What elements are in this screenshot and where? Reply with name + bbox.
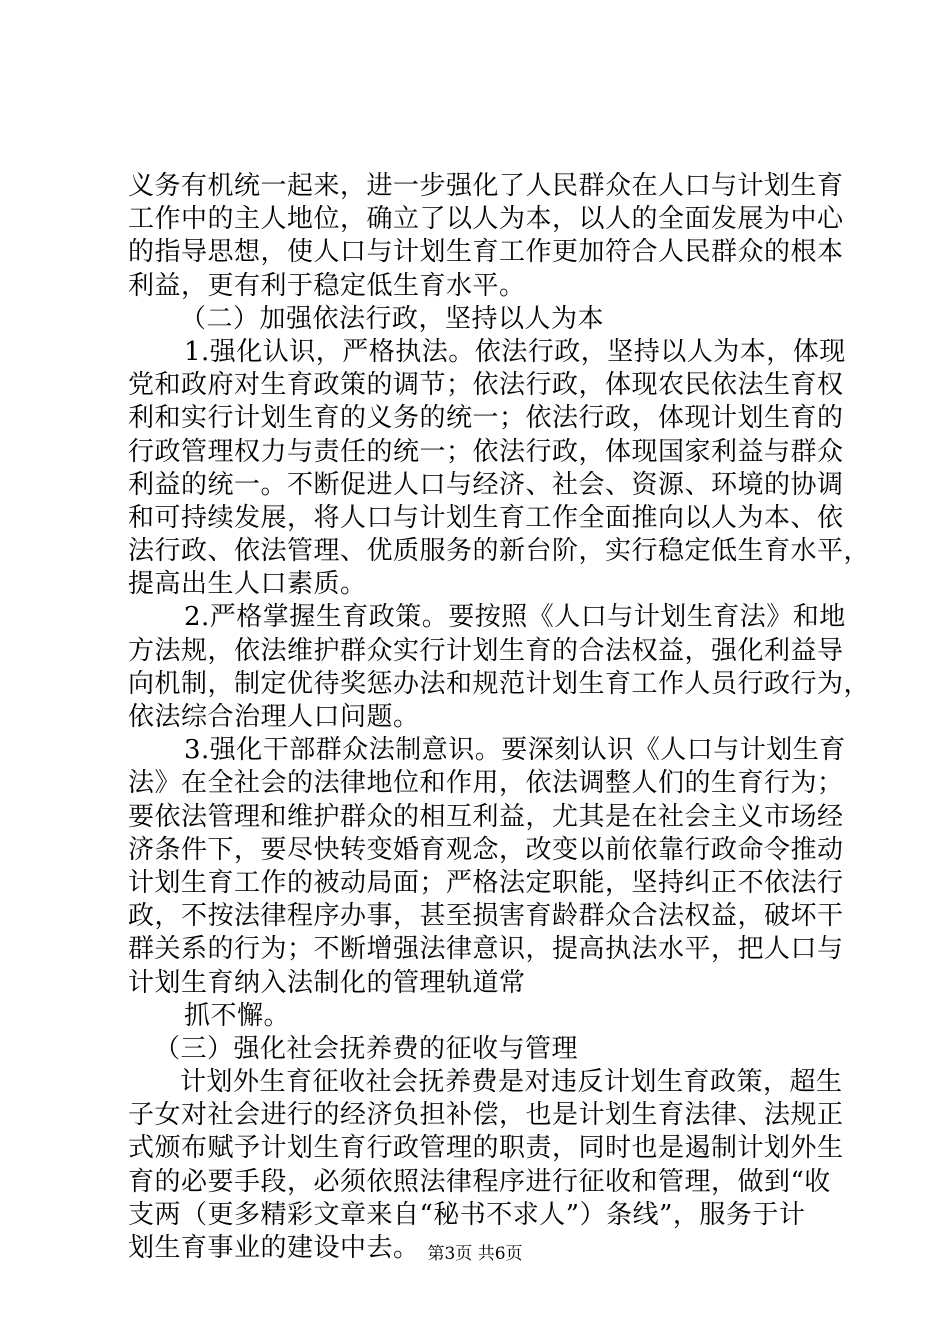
text-line: 的指导思想，使人口与计划生育工作更加符合人民群众的根本 bbox=[128, 237, 844, 268]
text-line: 党和政府对生育政策的调节；依法行政，体现农民依法生育权 bbox=[128, 370, 844, 401]
text-line: 依法综合治理人口问题。 bbox=[128, 702, 420, 732]
text-line: 划生育事业的建设中去。 bbox=[128, 1233, 420, 1263]
text-line: 济条件下，要尽快转变婚育观念，改变以前依靠行政命令推动 bbox=[128, 834, 844, 865]
text-line: 提高出生人口素质。 bbox=[128, 569, 367, 600]
text-line: 计划生育纳入法制化的管理轨道常 bbox=[128, 967, 526, 998]
text-line: 利和实行计划生育的义务的统一；依法行政，体现计划生育的 bbox=[128, 403, 844, 434]
text-line: 计划生育工作的被动局面；严格法定职能，坚持纠正不依法行 bbox=[128, 867, 844, 898]
text-line: 计划外生育征收社会抚养费是对违反计划生育政策，超生 bbox=[180, 1067, 843, 1098]
text-line: 利益的统一。不断促进人口与经济、社会、资源、环境的协调 bbox=[128, 469, 844, 500]
text-line: 抓不懈。 bbox=[184, 1000, 291, 1031]
document-body bbox=[128, 170, 871, 1265]
section-heading: （二）加强依法行政，坚持以人为本 bbox=[180, 303, 605, 334]
text-line: 3.强化干部群众法制意识。要深刻认识《人口与计划生育 bbox=[184, 735, 846, 766]
text-line: 子女对社会进行的经济负担补偿，也是计划生育法律、法规正 bbox=[128, 1100, 844, 1131]
text-line: 向机制，制定优待奖惩办法和规范计划生育工作人员行政行为， bbox=[128, 668, 871, 699]
section-heading: （三）强化社会抚养费的征收与管理 bbox=[154, 1033, 579, 1064]
text-line: 式颁布赋予计划生育行政管理的职责，同时也是遏制计划外生 bbox=[128, 1133, 844, 1164]
text-line: 行政管理权力与责任的统一；依法行政，体现国家利益与群众 bbox=[128, 436, 844, 467]
text-line: 支两（更多精彩文章来自“秘书不求人”）条线”，服务于计 bbox=[128, 1199, 806, 1230]
text-line: 育的必要手段，必须依照法律程序进行征收和管理，做到“收 bbox=[128, 1166, 831, 1197]
text-line: 1.强化认识，严格执法。依法行政，坚持以人为本，体现 bbox=[184, 336, 846, 367]
text-line: 和可持续发展，将人口与计划生育工作全面推向以人为本、依 bbox=[128, 502, 844, 533]
text-line: 义务有机统一起来，进一步强化了人民群众在人口与计划生育 bbox=[128, 171, 844, 201]
text-line: 法行政、依法管理、优质服务的新台阶，实行稳定低生育水平， bbox=[128, 536, 871, 567]
text-line: 2.严格掌握生育政策。要按照《人口与计划生育法》和地 bbox=[184, 602, 846, 633]
text-line: 利益，更有利于稳定低生育水平。 bbox=[128, 270, 526, 301]
page-number-footer: 第3页 共6页 bbox=[427, 1244, 523, 1264]
text-line: 政，不按法律程序办事，甚至损害育龄群众合法权益，破坏干 bbox=[128, 901, 844, 932]
text-line: 方法规，依法维护群众实行计划生育的合法权益，强化利益导 bbox=[128, 635, 844, 666]
text-line: 群关系的行为；不断增强法律意识，提高执法水平，把人口与 bbox=[128, 934, 844, 965]
text-line: 法》在全社会的法律地位和作用，依法调整人们的生育行为； bbox=[128, 768, 844, 799]
text-line: 要依法管理和维护群众的相互利益，尤其是在社会主义市场经 bbox=[128, 801, 844, 832]
text-line: 工作中的主人地位，确立了以人为本，以人的全面发展为中心 bbox=[128, 204, 844, 235]
